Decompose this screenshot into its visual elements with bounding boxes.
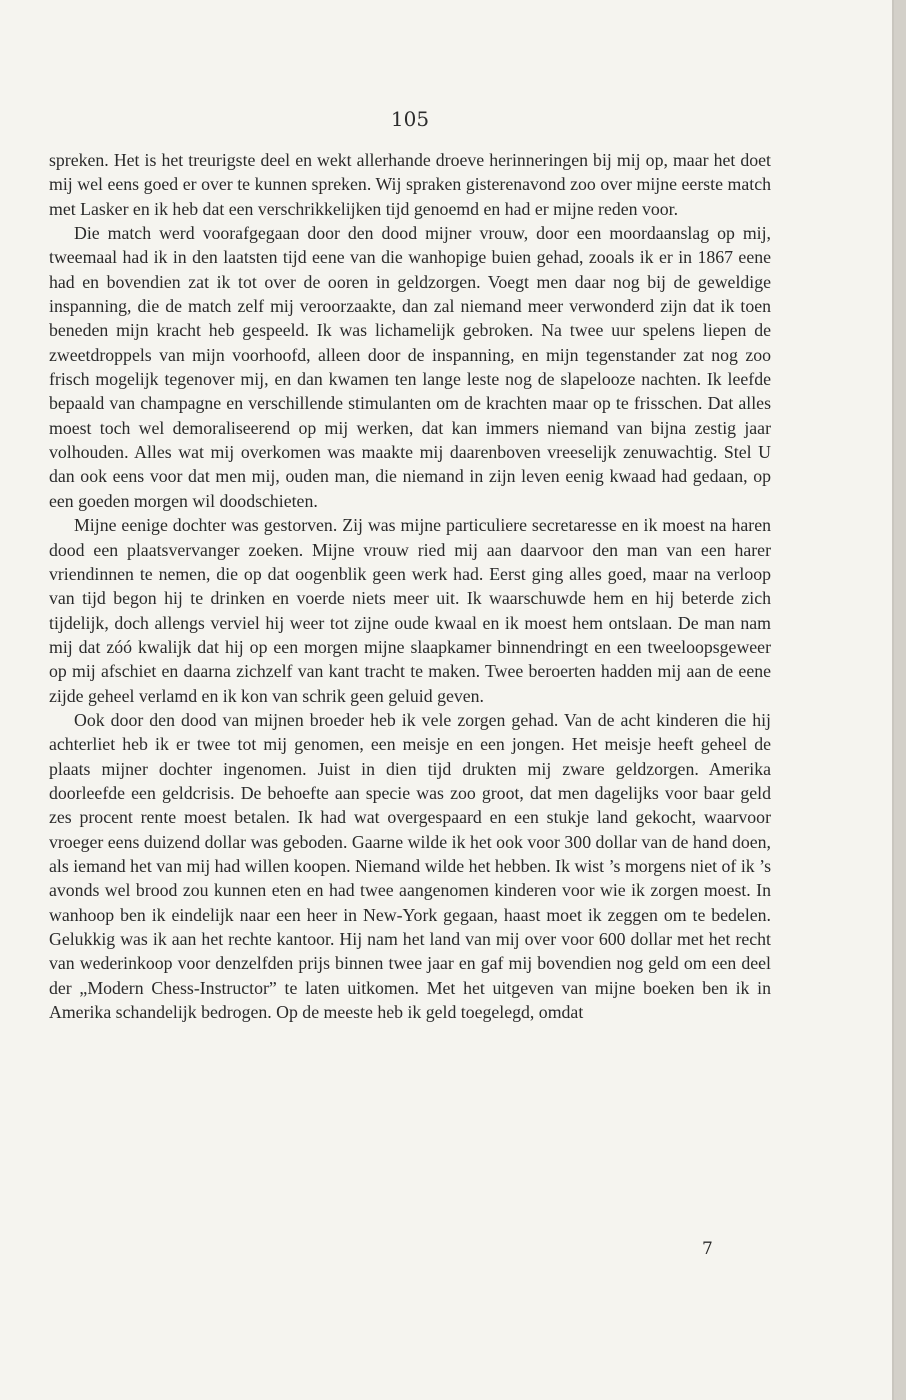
signature-mark: 7 (702, 1239, 713, 1259)
paragraph-4: Ook door den dood van mijnen broeder heb ik vele zorgen gehad. Van de acht kinderen die hij achterliet heb ik er twee tot mij genomen, een meisje en een jongen. Het meisje heeft geheel de plaats mijner dochter ingenomen. Juist in dien tijd drukten mij zware geldzorgen. Amerika doorleefde een geldcrisis. De behoefte aan specie was zoo groot, dat men dagelijks voor baar geld zes procent rente moest betalen. Ik had wat overgespaard en een stukje land gekocht, waarvoor vroeger eens duizend dollar was geboden. Gaarne wilde ik het ook voor 300 dollar van de hand doen, als iemand het van mij had willen koopen. Niemand wilde het hebben. Ik wist ’s morgens niet of ik ’s avonds wel brood zou kunnen eten en had twee aangenomen kinderen voor wie ik zorgen moest. In wanhoop ben ik eindelijk naar een heer in New-York gegaan, haast moet ik zeggen om te bedelen. Gelukkig was ik aan het rechte kantoor. Hij nam het land van mij over voor 600 dollar met het recht van wederinkoop voor denzelfden prijs binnen twee jaar en gaf mij bovendien nog geld om een deel der „Modern Chess-Instructor” te laten uitkomen. Met het uitgeven van mijne boeken ben ik in Amerika schandelijk bedrogen. Op de meeste heb ik geld toegelegd, omdat (49, 709, 771, 1023)
page-edge (894, 0, 906, 1400)
paragraph-2: Die match werd voorafgegaan door den dood mijner vrouw, door een moordaanslag op mij, tweemaal had ik in den laatsten tijd eene van die wanhopige buien gehad, zooals ik er in 1867 eene had en bovendien zat ik tot over de ooren in geldzorgen. Voegt men daar nog bij de geweldige inspanning, die de match zelf mij veroorzaakte, dan zal niemand meer verwonderd zijn dat ik toen beneden mijn kracht heb gespeeld. Ik was lichamelijk gebroken. Na twee uur spelens liepen de zweetdroppels van mijn voorhoofd, alleen door de inspanning, en mijn tegenstander zat nog zoo frisch mogelijk tegenover mij, en dan kwamen ten lange leste nog de slapelooze nachten. Ik leefde bepaald van champagne en verschillende stimulanten om de krachten maar op te frisschen. Dat alles moest toch wel demoraliseerend op mij werken, dat kan immers niemand van bijna zestig jaar volhouden. Alles wat mij overkomen was maakte mij daarenboven vreeselijk zenuwachtig. Stel U dan ook eens voor dat men mij, ouden man, die niemand in zijn leven eenig kwaad had gedaan, op een goeden morgen wil doodschieten. (49, 223, 771, 511)
paragraph-3: Mijne eenige dochter was gestorven. Zij was mijne particuliere secretaresse en ik moest na haren dood een plaatsvervanger zoeken. Mijne vrouw ried mij aan daarvoor den man van een harer vriendinnen te nemen, die op dat oogenblik geen werk had. Eerst ging alles goed, maar na verloop van tijd begon hij te drinken en voerde niets meer uit. Ik waarschuwde hem en hij beterde zich tijdelijk, doch allengs verviel hij weer tot zijne oude kwaal en ik moest hem ontslaan. De man nam mij dat zóó kwalijk dat hij op een morgen mijne slaapkamer binnendringt en een tweeloopsgeweer op mij afschiet en daarna zichzelf van kant tracht te maken. Twee beroerten hadden mij aan de eene zijde geheel verlamd en ik kon van schrik geen geluid geven. (49, 515, 771, 706)
page-number: 105 (390, 107, 430, 131)
paragraph-1: spreken. Het is het treurigste deel en wekt allerhande droeve herinneringen bij mij op, maar het doet mij wel eens goed er over te kunnen spreken. Wij spraken gisterenavond zoo over mijne eerste match met Lasker en ik heb dat een verschrikkelijken tijd genoemd en had er mijne reden voor. (49, 150, 771, 219)
body-text (49, 148, 771, 1024)
